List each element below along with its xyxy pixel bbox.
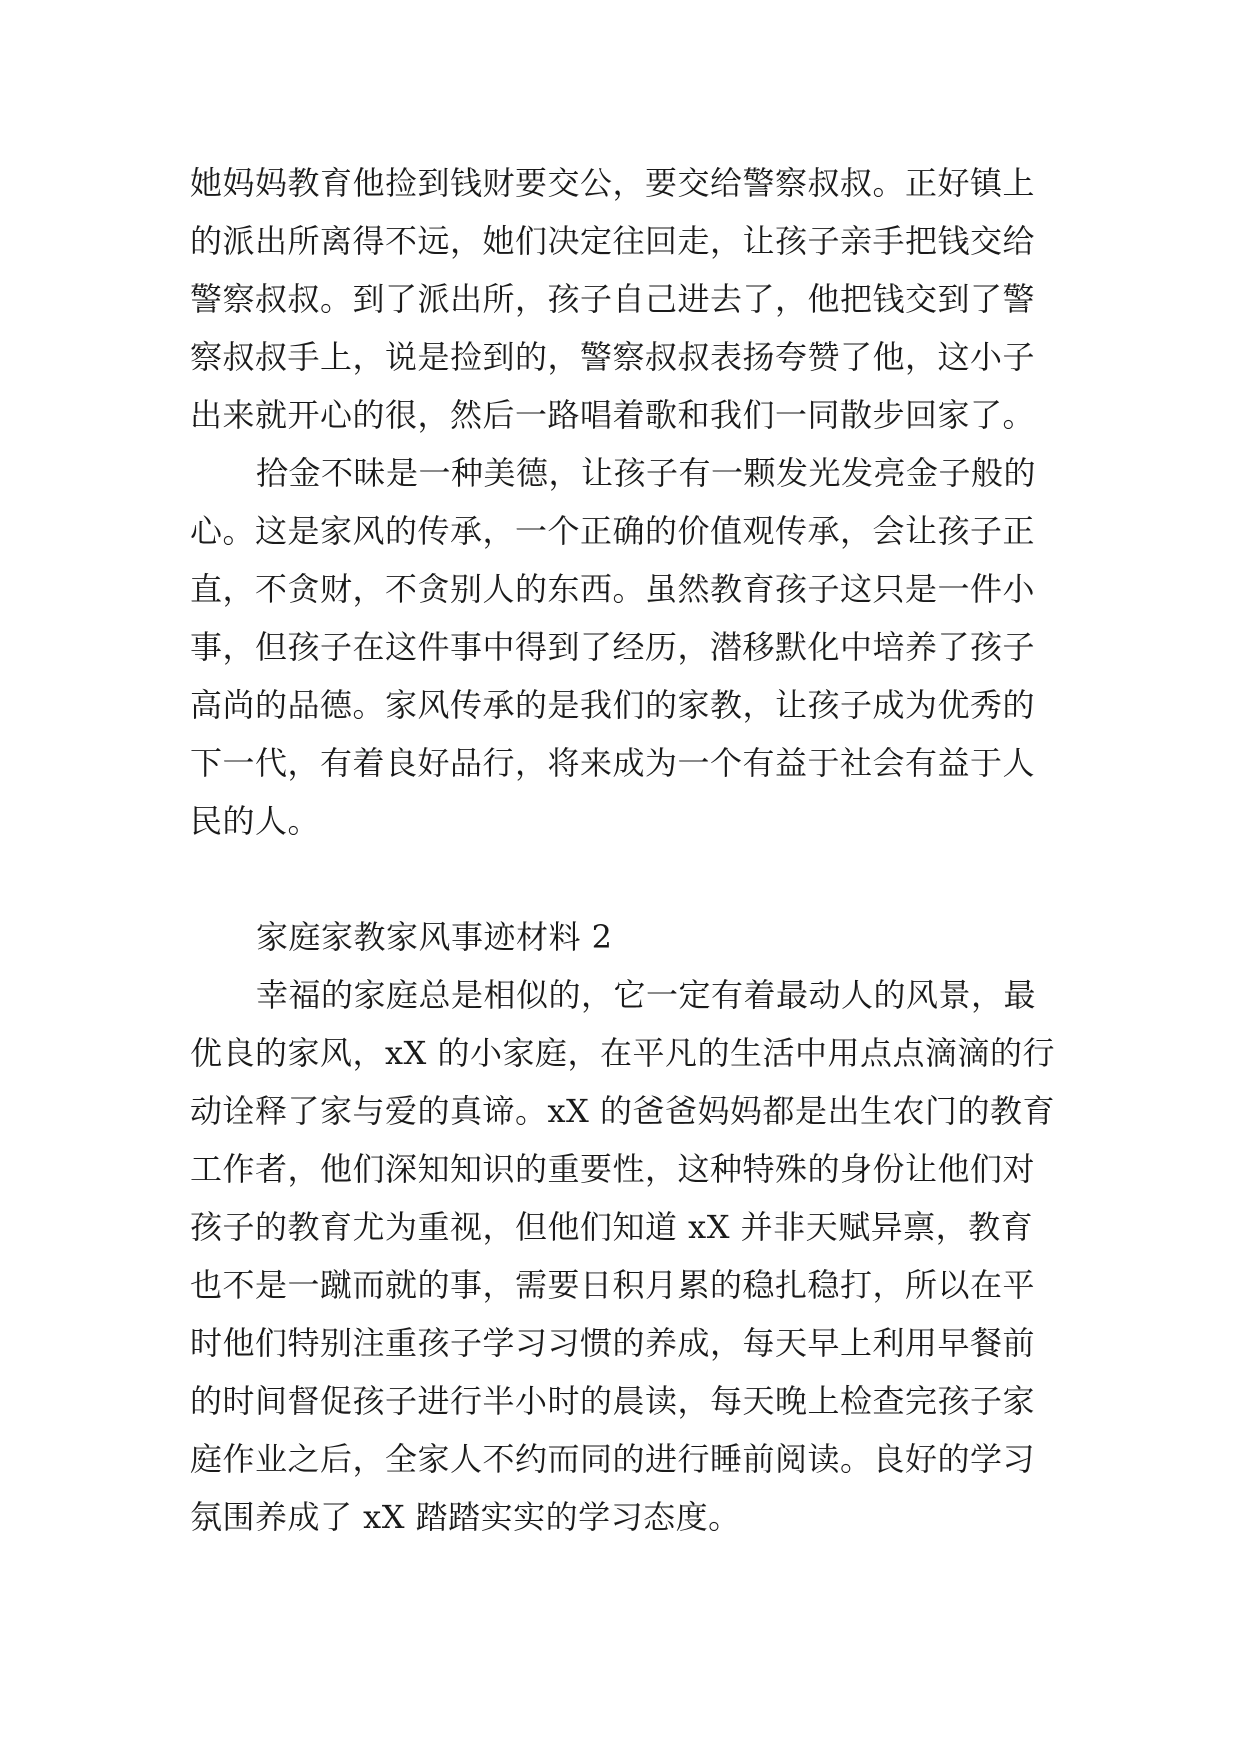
paragraph-3-line-4: 工作者，他们深知知识的重要性，这种特殊的身份让他们对 (190, 1150, 1036, 1188)
paragraph-1-line-2: 的派出所离得不远，她们决定往回走，让孩子亲手把钱交给 (190, 222, 1036, 260)
paragraph-3-line-2: 优良的家风，xX 的小家庭，在平凡的生活中用点点滴滴的行 (190, 1034, 1056, 1072)
paragraph-1-line-4: 察叔叔手上，说是捡到的，警察叔叔表扬夸赞了他，这小子 (190, 338, 1036, 376)
paragraph-3-line-1: 幸福的家庭总是相似的，它一定有着最动人的风景，最 (256, 976, 1037, 1014)
paragraph-3-line-6: 也不是一蹴而就的事，需要日积月累的稳扎稳打，所以在平 (190, 1266, 1036, 1304)
paragraph-2-line-4: 事，但孩子在这件事中得到了经历，潜移默化中培养了孩子 (190, 628, 1036, 666)
paragraph-2-line-6: 下一代，有着良好品行，将来成为一个有益于社会有益于人 (190, 744, 1036, 782)
paragraph-3-line-9: 庭作业之后，全家人不约而同的进行睡前阅读。良好的学习 (190, 1440, 1036, 1478)
paragraph-3-line-7: 时他们特别注重孩子学习习惯的养成，每天早上利用早餐前 (190, 1324, 1036, 1362)
paragraph-1-line-1: 她妈妈教育他捡到钱财要交公，要交给警察叔叔。正好镇上 (190, 164, 1036, 202)
paragraph-1-line-5: 出来就开心的很，然后一路唱着歌和我们一同散步回家了。 (190, 396, 1036, 434)
paragraph-3-line-10: 氛围养成了 xX 踏踏实实的学习态度。 (190, 1498, 741, 1536)
paragraph-3-line-5: 孩子的教育尤为重视，但他们知道 xX 并非天赋异禀，教育 (190, 1208, 1034, 1246)
paragraph-1-line-3: 警察叔叔。到了派出所，孩子自己进去了，他把钱交到了警 (190, 280, 1036, 318)
paragraph-2-line-2: 心。这是家风的传承，一个正确的价值观传承，会让孩子正 (190, 512, 1036, 550)
paragraph-2-line-1: 拾金不昧是一种美德，让孩子有一颗发光发亮金子般的 (256, 454, 1037, 492)
section-heading-text: 家庭家教家风事迹材料 2 (256, 918, 613, 956)
paragraph-3-line-3: 动诠释了家与爱的真谛。xX 的爸爸妈妈都是出生农门的教育 (190, 1092, 1056, 1130)
paragraph-2-line-5: 高尚的品德。家风传承的是我们的家教，让孩子成为优秀的 (190, 686, 1036, 724)
paragraph-3-line-8: 的时间督促孩子进行半小时的晨读，每天晚上检查完孩子家 (190, 1382, 1036, 1420)
paragraph-2-line-3: 直，不贪财，不贪别人的东西。虽然教育孩子这只是一件小 (190, 570, 1036, 608)
paragraph-2-line-7: 民的人。 (190, 802, 321, 840)
